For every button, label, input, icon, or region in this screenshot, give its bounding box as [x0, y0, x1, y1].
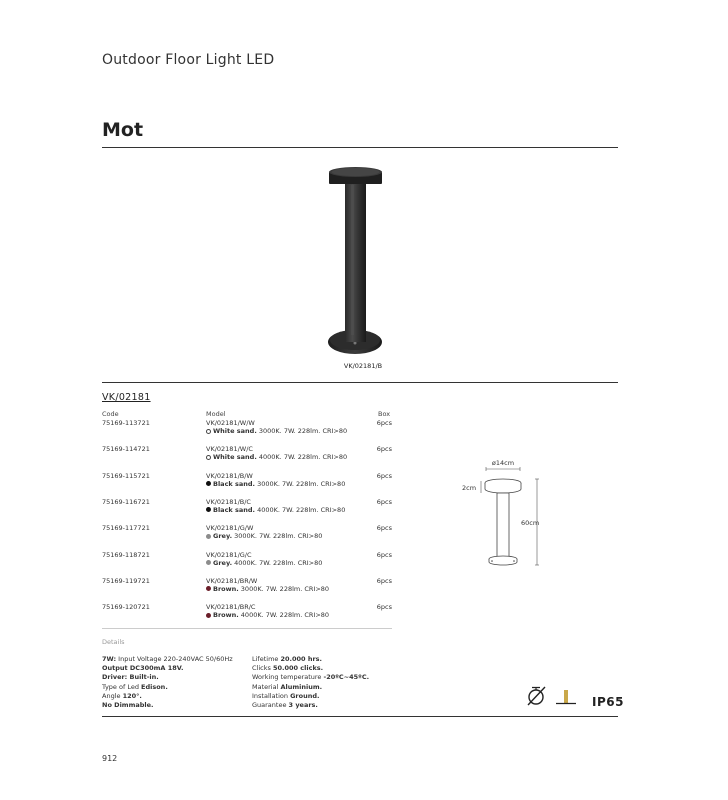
diameter-label: ø14cm: [491, 459, 515, 467]
row-code: 75169-114721: [102, 445, 150, 454]
row-spec: 4000K. 7W. 228lm. CRI>80: [256, 453, 348, 462]
ground-installation-icon: [555, 688, 577, 708]
box-column-header: Box: [378, 410, 391, 418]
color-swatch-icon: [206, 429, 211, 434]
row-box: 6pcs: [376, 524, 392, 533]
row-description: [206, 480, 345, 488]
specs-right-column: [252, 655, 369, 710]
no-dimmable-icon: [526, 684, 548, 708]
row-spec: 4000K. 7W. 228lm. CRI>80: [232, 558, 323, 567]
color-swatch-icon: [206, 455, 211, 460]
row-model: VK/02181/BR/C: [206, 603, 256, 612]
row-model: VK/02181/B/C: [206, 497, 251, 506]
row-model: VK/02181/W/W: [206, 419, 255, 427]
row-spec: 3000K. 7W. 228lm. CRI>80: [255, 479, 346, 488]
row-description: [206, 427, 347, 435]
color-swatch-icon: [206, 586, 211, 591]
row-color-name: Brown.: [213, 584, 239, 593]
product-family: VK/02181: [102, 392, 151, 403]
specs-left-column: [102, 655, 233, 710]
row-description: [206, 532, 322, 540]
row-code: 75169-119721: [102, 576, 150, 585]
table-row: [102, 603, 392, 627]
spec-line: Working temperature -20ºC~45ºC.: [252, 673, 370, 682]
table-row: [102, 577, 392, 601]
head-height-label: 2cm: [462, 484, 477, 492]
product-photo: [320, 160, 410, 360]
row-description: [206, 585, 329, 593]
row-box: 6pcs: [376, 419, 392, 427]
spec-line: Type of Led Edison.: [102, 682, 168, 691]
page-number: 912: [102, 754, 118, 763]
row-code: 75169-113721: [102, 419, 150, 427]
spec-line: No Dimmable.: [102, 701, 154, 710]
row-spec: 3000K. 7W. 228lm. CRI>80: [232, 532, 323, 541]
row-color-name: Black sand.: [213, 479, 256, 488]
row-spec: 4000K. 7W. 228lm. CRI>80: [255, 505, 346, 514]
table-bottom-divider: [102, 628, 392, 629]
row-color-name: Grey.: [213, 558, 233, 567]
table-row: [102, 498, 392, 522]
row-code: 75169-115721: [102, 471, 150, 480]
total-height-label: 60cm: [521, 519, 540, 527]
photo-caption: VK/02181/B: [343, 362, 383, 370]
dimension-drawing: [455, 455, 555, 580]
spec-line: Driver: Built-in.: [102, 673, 159, 682]
ip-rating: IP65: [592, 695, 624, 709]
row-spec: 4000K. 7W. 228lm. CRI>80: [238, 611, 330, 620]
row-code: 75169-118721: [102, 550, 150, 559]
row-model: VK/02181/G/W: [206, 524, 254, 533]
row-color-name: White sand.: [213, 427, 257, 435]
row-description: [206, 559, 322, 567]
row-model: VK/02181/BR/W: [206, 576, 258, 585]
section-divider: [102, 382, 618, 383]
color-swatch-icon: [206, 560, 211, 565]
spec-line: Installation Ground.: [252, 691, 320, 700]
row-code: 75169-120721: [102, 603, 150, 612]
header-divider: [102, 147, 618, 148]
details-heading: Details: [102, 638, 125, 646]
row-box: 6pcs: [376, 445, 392, 454]
row-model: VK/02181/G/C: [206, 550, 252, 559]
row-code: 75169-116721: [102, 497, 150, 506]
row-box: 6pcs: [376, 576, 392, 585]
row-description: [206, 453, 347, 461]
model-column-header: Model: [206, 410, 226, 418]
table-row: [102, 472, 392, 496]
category-title: Outdoor Floor Light LED: [102, 52, 275, 68]
color-swatch-icon: [206, 507, 211, 512]
row-box: 6pcs: [376, 471, 392, 480]
row-description: [206, 611, 329, 619]
row-description: [206, 506, 345, 514]
spec-line: Material Aluminium.: [252, 682, 323, 691]
spec-line: Clicks 50.000 clicks.: [252, 664, 324, 673]
color-swatch-icon: [206, 534, 211, 539]
row-color-name: White sand.: [213, 453, 257, 462]
spec-line: Output DC300mA 18V.: [102, 664, 184, 673]
row-color-name: Grey.: [213, 532, 233, 541]
row-box: 6pcs: [376, 497, 392, 506]
color-swatch-icon: [206, 481, 211, 486]
table-row: [102, 524, 392, 548]
row-model: VK/02181/W/C: [206, 445, 253, 454]
product-title: Mot: [102, 119, 144, 141]
footer-divider: [102, 716, 618, 717]
table-row: [102, 551, 392, 575]
table-row: [102, 445, 392, 469]
row-color-name: Black sand.: [213, 505, 256, 514]
spec-line: Angle 120°.: [102, 691, 142, 700]
code-column-header: Code: [102, 410, 119, 418]
row-spec: 3000K. 7W. 228lm. CRI>80: [238, 584, 330, 593]
table-row: [102, 419, 392, 443]
row-code: 75169-117721: [102, 524, 150, 533]
row-box: 6pcs: [376, 550, 392, 559]
spec-line: Lifetime 20.000 hrs.: [252, 655, 322, 663]
color-swatch-icon: [206, 613, 211, 618]
row-box: 6pcs: [376, 603, 392, 612]
row-model: VK/02181/B/W: [206, 471, 253, 480]
spec-line: Guarantee 3 years.: [252, 701, 318, 710]
spec-line: 7W: Input Voltage 220-240VAC 50/60Hz: [102, 655, 233, 663]
row-color-name: Brown.: [213, 611, 239, 620]
row-spec: 3000K. 7W. 228lm. CRI>80: [256, 427, 348, 435]
